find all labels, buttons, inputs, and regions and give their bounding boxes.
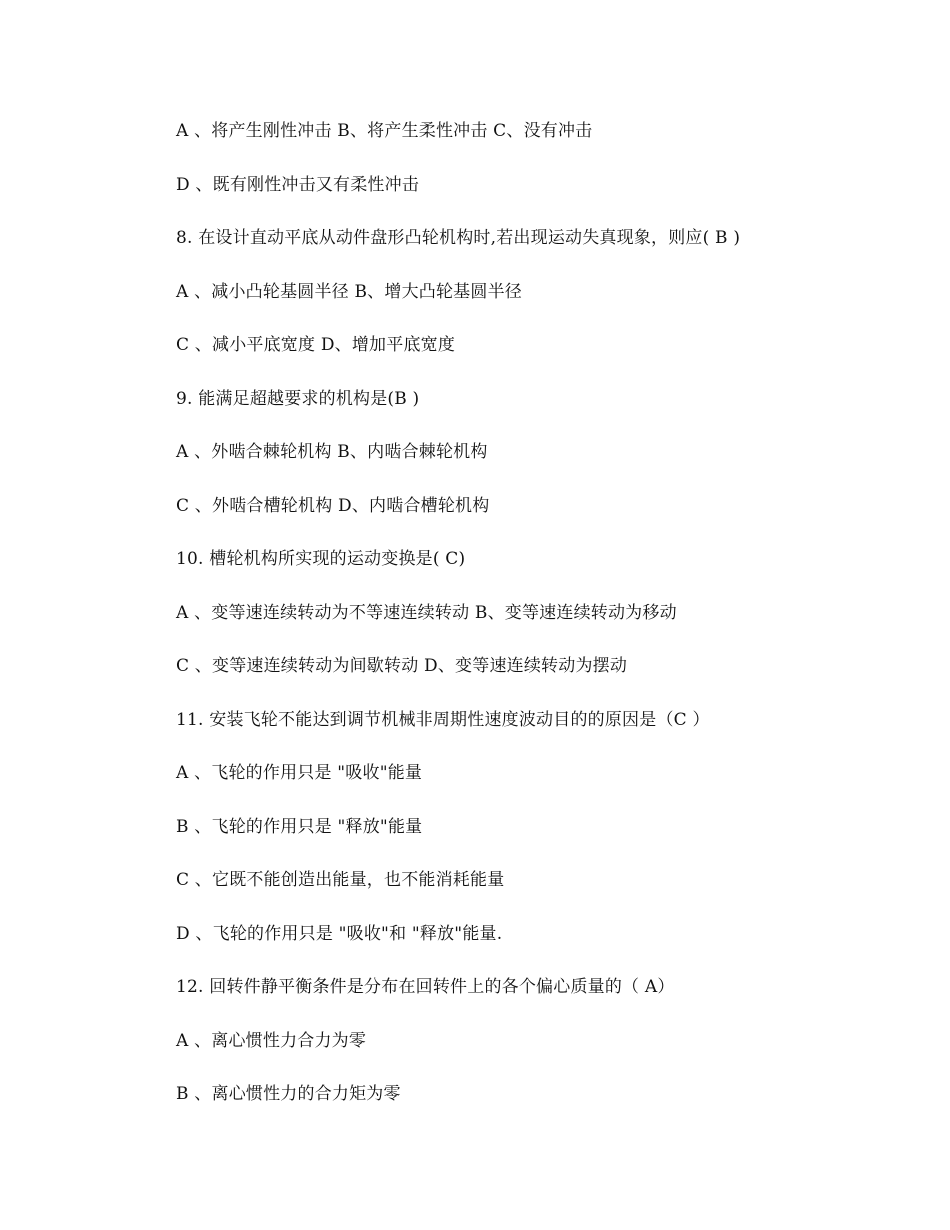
option-line: B 、飞轮的作用只是 "释放"能量 <box>176 816 423 837</box>
question-9: 9. 能满足超越要求的机构是(B ) <box>176 388 420 409</box>
option-line: A 、减小凸轮基圆半径 B、增大凸轮基圆半径 <box>176 281 522 302</box>
question-11: 11. 安装飞轮不能达到调节机械非周期性速度波动目的的原因是（C ） <box>176 709 710 730</box>
question-12: 12. 回转件静平衡条件是分布在回转件上的各个偏心质量的（ A） <box>176 977 675 997</box>
option-line: A 、外啮合棘轮机构 B、内啮合棘轮机构 <box>176 442 488 462</box>
option-line: A 、飞轮的作用只是 "吸收"能量 <box>176 763 423 783</box>
option-line: C 、外啮合槽轮机构 D、内啮合槽轮机构 <box>176 495 490 516</box>
option-line: B 、离心惯性力的合力矩为零 <box>176 1084 401 1104</box>
option-line: A 、将产生刚性冲击 B、将产生柔性冲击 C、没有冲击 <box>176 121 593 141</box>
option-line: A 、离心惯性力合力为零 <box>176 1030 367 1051</box>
option-line: D 、既有刚性冲击又有柔性冲击 <box>176 174 420 195</box>
option-line: C 、减小平底宽度 D、增加平底宽度 <box>176 335 456 355</box>
option-line: A 、变等速连续转动为不等速连续转动 B、变等速连续转动为移动 <box>176 602 677 623</box>
option-line: D 、飞轮的作用只是 "吸收"和 "释放"能量. <box>176 923 503 944</box>
option-line: C 、它既不能创造出能量，也不能消耗能量 <box>176 870 505 890</box>
question-8: 8. 在设计直动平底从动件盘形凸轮机构时,若出现运动失真现象，则应( B ) <box>176 228 741 248</box>
question-text-block <box>176 117 916 1134</box>
option-line: C 、变等速连续转动为间歇转动 D、变等速连续转动为摆动 <box>176 656 628 676</box>
question-10: 10. 槽轮机构所实现的运动变换是( C) <box>176 549 466 569</box>
